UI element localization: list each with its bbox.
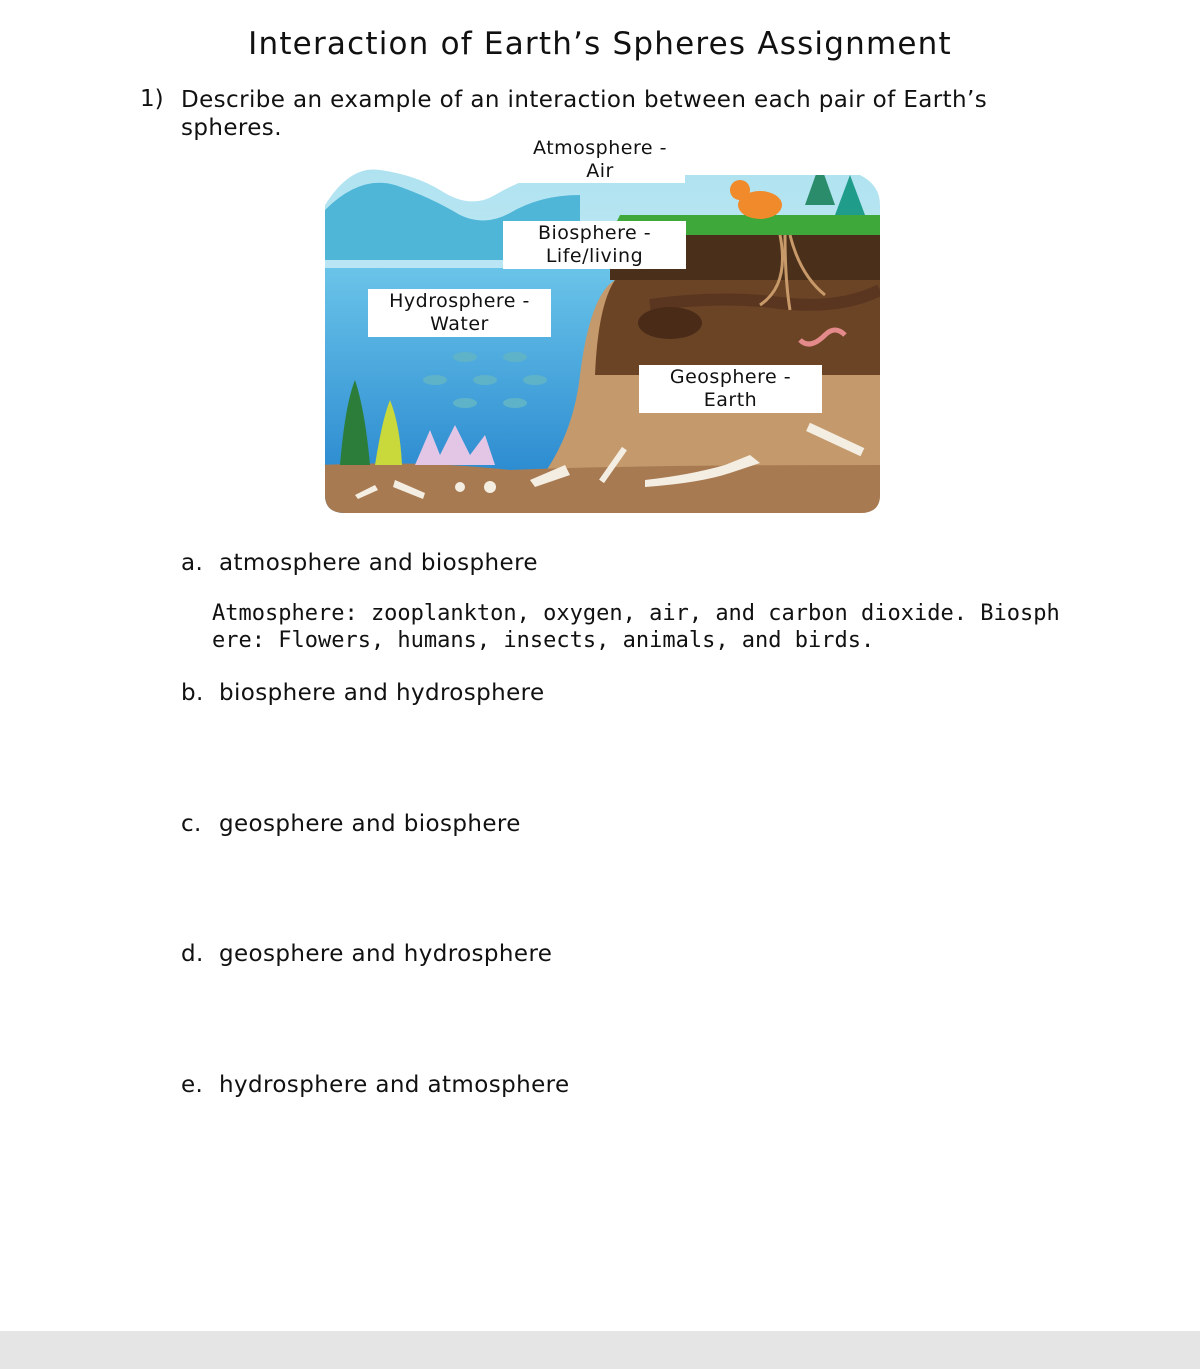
part-e-text: hydrosphere and atmosphere (219, 1072, 570, 1098)
part-e (181, 1072, 570, 1098)
part-e-letter: e. (181, 1072, 204, 1098)
part-a-letter: a. (181, 550, 204, 576)
geosphere-label (639, 365, 822, 413)
part-c-letter: c. (181, 811, 202, 837)
atmosphere-label-line2: Air (586, 160, 614, 182)
earth-spheres-diagram (320, 135, 885, 520)
part-c-text: geosphere and biosphere (219, 811, 521, 837)
hydrosphere-label-line1: Hydrosphere - (389, 290, 530, 312)
geosphere-label-line1: Geosphere - (669, 366, 792, 388)
question-text: Describe an example of an interaction between each pair of Earth’s spheres. (181, 87, 988, 141)
question-number: 1) (140, 86, 164, 112)
part-d-letter: d. (181, 941, 204, 967)
page-title: Interaction of Earth’s Spheres Assignment (248, 26, 952, 62)
part-b-text: biosphere and hydrosphere (219, 680, 545, 706)
part-a (181, 550, 538, 576)
atmosphere-label (515, 137, 685, 183)
geosphere-label-line2: Earth (703, 389, 758, 411)
hydrosphere-label-line2: Water (430, 313, 489, 335)
bottom-bar (0, 1331, 1200, 1369)
part-a-text: atmosphere and biosphere (219, 550, 538, 576)
part-d-text: geosphere and hydrosphere (219, 941, 553, 967)
part-d (181, 941, 552, 967)
answer-a-input[interactable]: Atmosphere: zooplankton, oxygen, air, and carbon dioxide. Biosphere: Flowers, humans, insects, animals, and birds. (212, 601, 1060, 653)
biosphere-label (503, 221, 686, 269)
biosphere-label-line2: Life/living (545, 245, 644, 267)
biosphere-label-line1: Biosphere - (537, 222, 652, 244)
part-b (181, 680, 545, 706)
hydrosphere-label (368, 289, 551, 337)
part-b-letter: b. (181, 680, 204, 706)
part-c (181, 811, 521, 837)
atmosphere-label-line1: Atmosphere - (533, 137, 667, 159)
